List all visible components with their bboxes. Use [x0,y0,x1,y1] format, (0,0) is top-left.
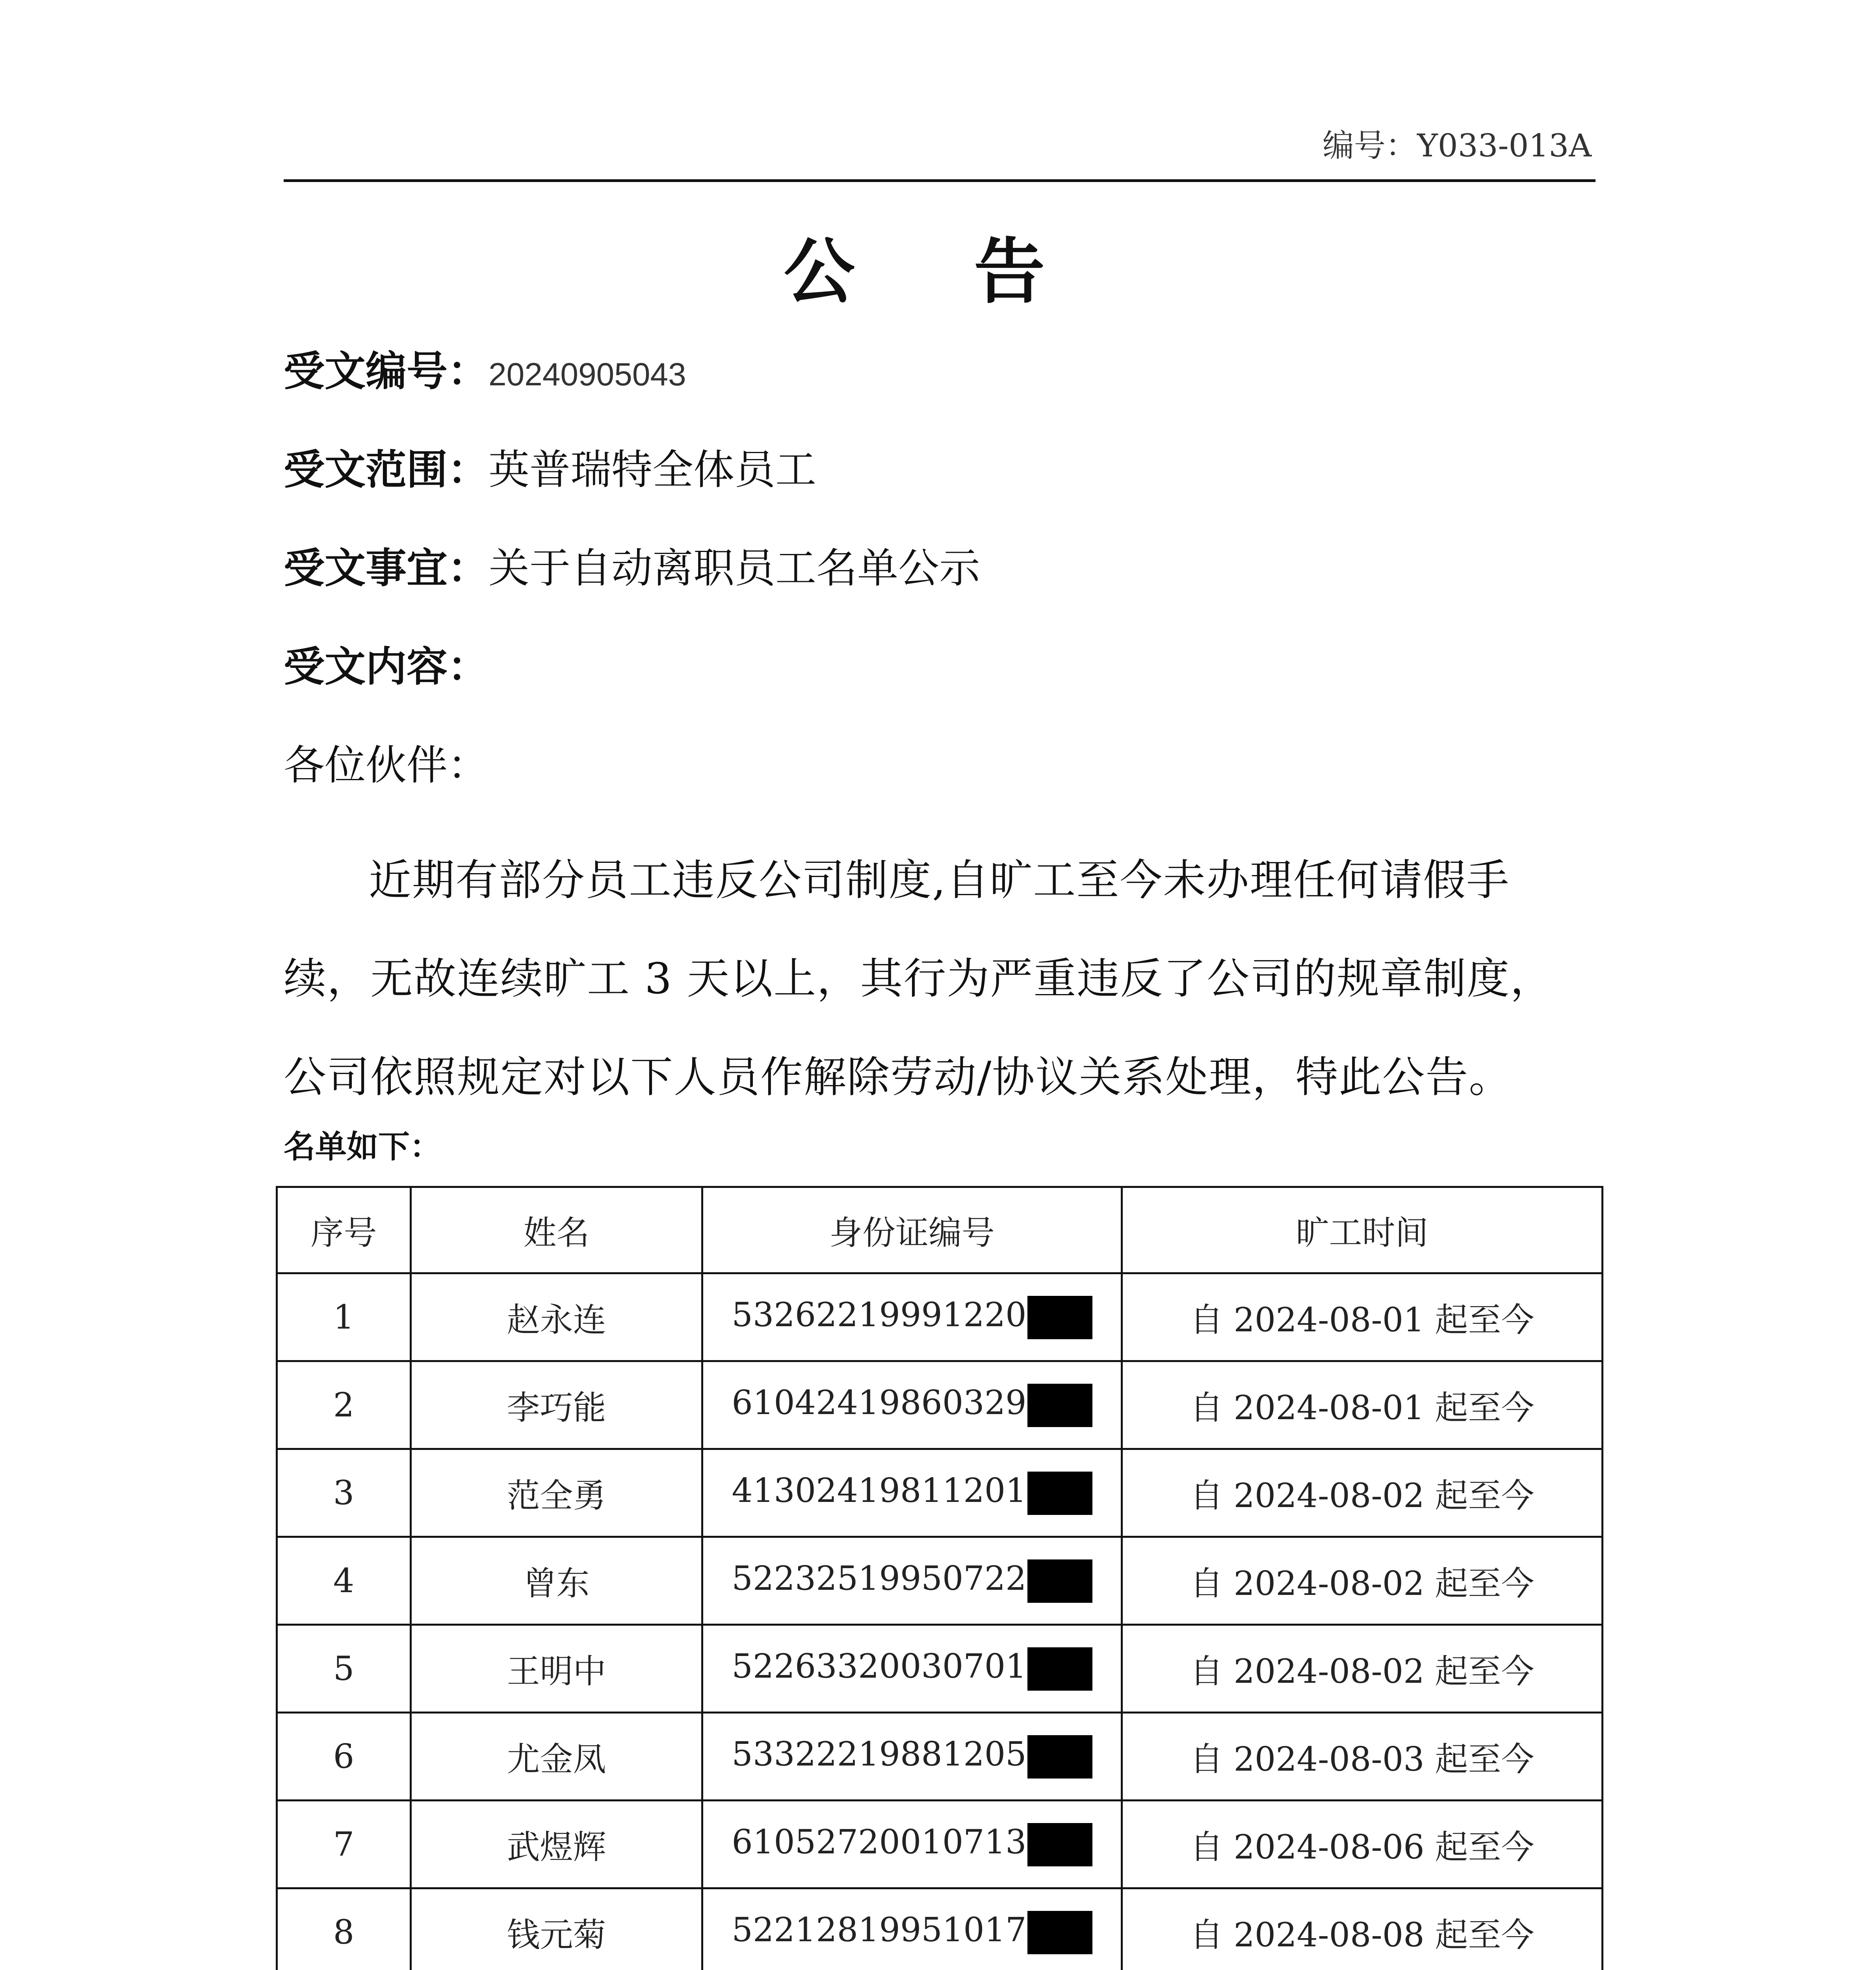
absence-date-cell: 自 2024-08-03 起至今 [1122,1713,1603,1801]
absence-date-cell: 自 2024-08-01 起至今 [1122,1273,1603,1361]
notice-body: 近期有部分员工违反公司制度,自旷工至今未办理任何请假手续，无故连续旷工 3 天以上，其行为严重违反了公司的规章制度，公司依照规定对以下人员作解除劳动/协议关系处理，特此公告。 [284,856,1554,1102]
id-number-text: 61042419860329 [732,1383,1027,1422]
table-row [277,1625,1603,1713]
id-number-cell [702,1625,1122,1713]
name-cell: 李巧能 [411,1361,702,1449]
redaction-bar [1027,1647,1092,1691]
id-number-cell [702,1273,1122,1361]
field-content [284,642,489,691]
redaction-bar [1027,1296,1092,1339]
redaction-bar [1027,1384,1092,1427]
name-cell: 曾东 [411,1537,702,1625]
id-number-cell [702,1537,1122,1625]
header-serial: 序号 [277,1187,411,1273]
serial-cell: 4 [277,1537,411,1625]
field-label: 受文编号： [284,347,489,395]
serial-cell: 1 [277,1273,411,1361]
table-row [277,1361,1603,1449]
name-cell: 钱元菊 [411,1888,702,1970]
header-divider [284,179,1596,182]
field-label: 受文事宜： [284,544,489,592]
absence-date-cell: 自 2024-08-02 起至今 [1122,1449,1603,1537]
id-number-cell [702,1361,1122,1449]
field-label: 受文范围： [284,445,489,494]
absence-date-cell: 自 2024-08-02 起至今 [1122,1537,1603,1625]
redaction-bar [1027,1559,1092,1603]
absence-date-cell: 自 2024-08-02 起至今 [1122,1625,1603,1713]
name-cell: 尤金凤 [411,1713,702,1801]
field-doc-number [284,347,686,395]
list-heading: 名单如下： [284,1128,441,1165]
field-scope [284,445,817,494]
header-id-number: 身份证编号 [702,1187,1122,1273]
serial-cell: 3 [277,1449,411,1537]
absence-date-cell: 自 2024-08-01 起至今 [1122,1361,1603,1449]
field-label: 受文内容： [284,642,489,691]
page-title: 公 告 [784,230,1092,313]
table-row [277,1537,1603,1625]
serial-cell: 5 [277,1625,411,1713]
id-number-cell [702,1888,1122,1970]
name-cell: 赵永连 [411,1273,702,1361]
id-number-text: 53322219881205 [732,1734,1027,1773]
redaction-bar [1027,1735,1092,1779]
id-number-text: 52263320030701 [732,1647,1027,1686]
serial-cell: 6 [277,1713,411,1801]
field-value: 英普瑞特全体员工 [489,446,817,494]
id-number-cell [702,1713,1122,1801]
table-row [277,1888,1603,1970]
absence-date-cell: 自 2024-08-06 起至今 [1122,1801,1603,1888]
name-cell: 武煜辉 [411,1801,702,1888]
id-number-text: 41302419811201 [732,1471,1027,1510]
redaction-bar [1027,1911,1092,1954]
absence-date-cell: 自 2024-08-08 起至今 [1122,1888,1603,1970]
name-cell: 范全勇 [411,1449,702,1537]
id-number-text: 52212819951017 [732,1910,1027,1949]
document-code: 编号：Y033-013A [1322,127,1592,164]
redaction-bar [1027,1823,1092,1866]
serial-cell: 2 [277,1361,411,1449]
id-number-cell [702,1801,1122,1888]
dismissal-table [276,1186,1603,1970]
greeting: 各位伙伴： [284,741,489,789]
header-name: 姓名 [411,1187,702,1273]
id-number-text: 53262219991220 [732,1295,1027,1334]
id-number-text: 52232519950722 [732,1559,1027,1598]
table-body [277,1273,1603,1970]
field-subject [284,544,981,592]
serial-cell: 7 [277,1801,411,1888]
id-number-cell [702,1449,1122,1537]
header-absence-date: 旷工时间 [1122,1187,1603,1273]
field-value: 关于自动离职员工名单公示 [489,544,981,592]
redaction-bar [1027,1472,1092,1515]
field-value: 20240905043 [489,357,686,392]
table-header-row [277,1187,1603,1273]
table-row [277,1273,1603,1361]
name-cell: 王明中 [411,1625,702,1713]
id-number-text: 61052720010713 [732,1822,1027,1861]
table-row [277,1801,1603,1888]
table-row [277,1713,1603,1801]
table-row [277,1449,1603,1537]
serial-cell: 8 [277,1888,411,1970]
